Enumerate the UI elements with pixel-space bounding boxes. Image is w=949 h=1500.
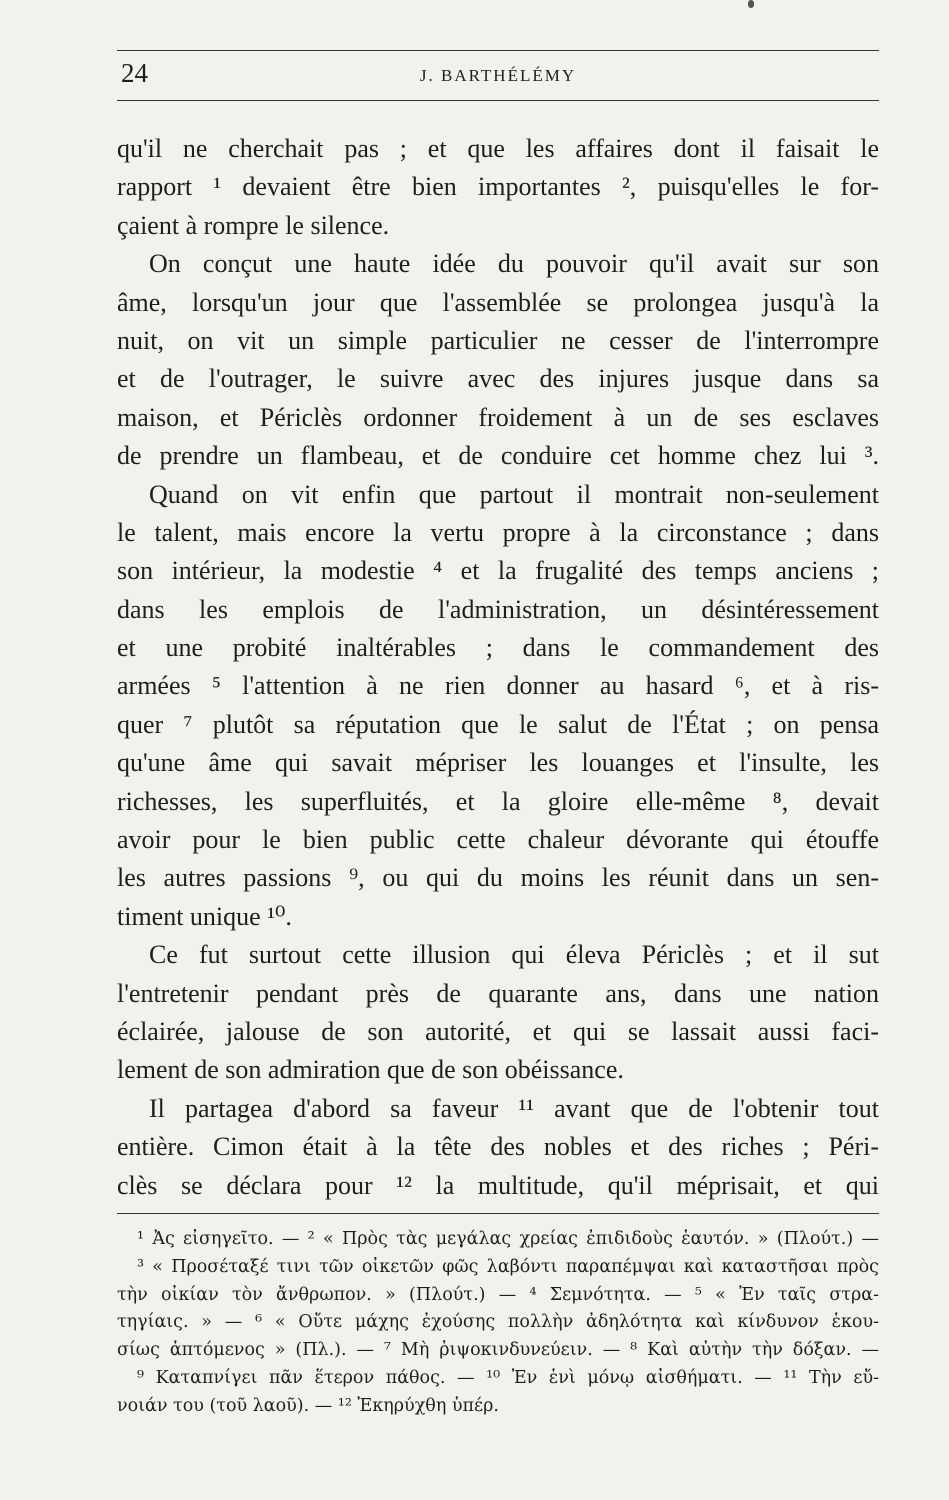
text-line: âme, lorsqu'un jour que l'assemblée se prolongea jusqu'à la [117, 287, 879, 317]
text-line: nuit, on vit un simple particulier ne cesser de l'interrompre [117, 325, 879, 355]
page-header [117, 58, 879, 94]
text-line: armées ⁵ l'attention à ne rien donner au hasard ⁶, et à ris- [117, 671, 879, 701]
text-line: clès se déclara pour ¹² la multitude, qu'il méprisait, et qui [117, 1170, 879, 1200]
footnotes [117, 1226, 879, 1421]
text-line: Il partagea d'abord sa faveur ¹¹ avant que de l'obtenir tout [149, 1093, 879, 1123]
text-line: maison, et Périclès ordonner froidement à un de ses esclaves [117, 402, 879, 432]
text-line: quer ⁷ plutôt sa réputation que le salut de l'État ; on pensa [117, 709, 879, 739]
footnote-line: σίως ἁπτόμενος » (Πλ.). — ⁷ Μὴ ῥιψοκινδυνεύειν. — ⁸ Καὶ αὐτὴν τὴν δόξαν. — [117, 1340, 879, 1361]
body-text [117, 130, 879, 1205]
text-line: çaient à rompre le silence. [117, 210, 390, 240]
text-line: entière. Cimon était à la tête des nobles et des riches ; Péri- [117, 1132, 879, 1162]
footnote-line: ³ « Προσέταξέ τινι τῶν οἰκετῶν φῶς λαβόντι παραπέμψαι καὶ καταστῆσαι πρὸς [137, 1256, 879, 1277]
top-rule [117, 50, 879, 51]
text-line: éclairée, jalouse de son autorité, et qui se lassait aussi faci- [117, 1016, 879, 1046]
footnote-line: ¹ Ἀς εἰσηγεῖτο. — ² « Πρὸς τὰς μεγάλας χρείας ἐπιδιδοὺς ἑαυτόν. » (Πλούτ.) — [137, 1229, 879, 1249]
text-line: qu'une âme qui savait mépriser les louanges et l'insulte, les [117, 748, 879, 778]
text-line: son intérieur, la modestie ⁴ et la frugalité des temps anciens ; [117, 556, 879, 586]
text-line: de prendre un flambeau, et de conduire cet homme chez lui ³. [117, 441, 879, 471]
footnote-line: τηγίαις. » — ⁶ « Οὔτε μάχης ἐχούσης πολλὴν ἀδηλότητα καὶ κίνδυνον ἑκου- [117, 1312, 879, 1333]
footnote-line: τὴν οἰκίαν τὸν ἄνθρωπον. » (Πλούτ.) — ⁴ Σεμνότητα. — ⁵ « Ἐν ταῖς στρα- [117, 1284, 879, 1305]
text-line: qu'il ne cherchait pas ; et que les affaires dont il faisait le [117, 134, 879, 163]
running-head: J. BARTHÉLÉMY [419, 66, 577, 85]
footnote-rule [117, 1213, 879, 1214]
footnote-line: νοιάν του (τοῦ λαοῦ). — ¹² Ἐκηρύχθη ὑπέρ. [117, 1395, 499, 1416]
text-line: lement de son admiration que de son obéissance. [117, 1055, 624, 1085]
text-line: timent unique ¹⁰. [117, 901, 292, 931]
header-rule [117, 100, 879, 101]
text-line: le talent, mais encore la vertu propre à la circonstance ; dans [117, 517, 879, 547]
ink-speck [748, 0, 754, 8]
text-line: dans les emplois de l'administration, un désintéressement [117, 594, 879, 624]
text-line: l'entretenir pendant près de quarante ans, dans une nation [117, 978, 879, 1008]
text-line: les autres passions ⁹, ou qui du moins les réunit dans un sen- [117, 863, 879, 893]
text-line: richesses, les superfluités, et la gloire elle-même ⁸, devait [117, 786, 879, 816]
text-line: et une probité inaltérables ; dans le commandement des [117, 633, 879, 663]
text-line: avoir pour le bien public cette chaleur dévorante qui étouffe [117, 825, 879, 855]
text-line: rapport ¹ devaient être bien importantes ², puisqu'elles le for- [117, 172, 879, 202]
text-line: et de l'outrager, le suivre avec des injures jusque dans sa [117, 364, 879, 394]
text-line: Quand on vit enfin que partout il montrait non-seulement [149, 479, 879, 509]
text-line: On conçut une haute idée du pouvoir qu'il avait sur son [149, 249, 879, 279]
text-line: Ce fut surtout cette illusion qui éleva Périclès ; et il sut [149, 940, 879, 970]
page-number: 24 [121, 58, 148, 88]
footnote-line: ⁹ Καταπνίγει πᾶν ἕτερον πάθος. — ¹⁰ Ἐν ἑνὶ μόνῳ αἰσθήματι. — ¹¹ Τὴν εὔ- [137, 1367, 879, 1388]
